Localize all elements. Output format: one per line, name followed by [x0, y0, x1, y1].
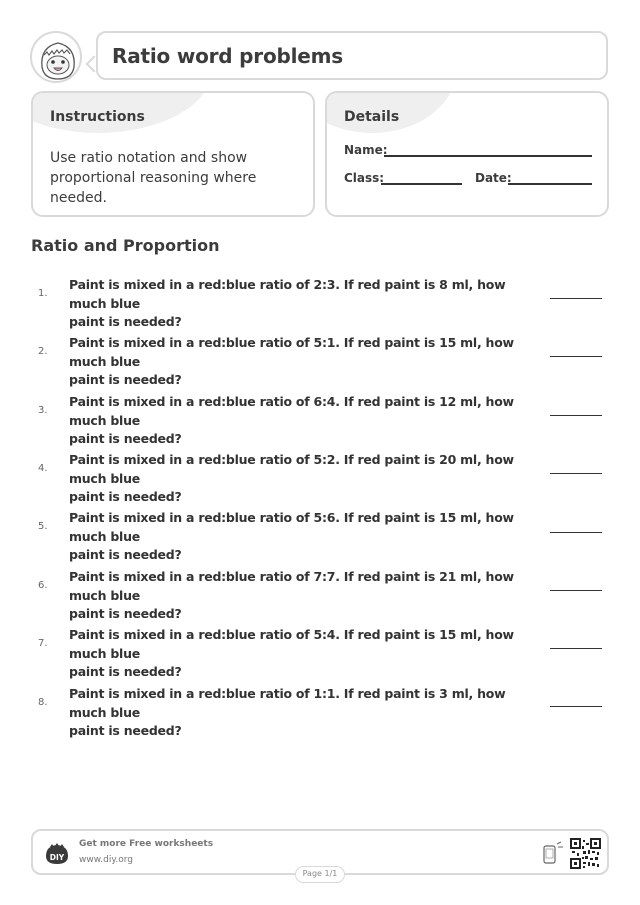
date-label: Date:	[475, 171, 512, 185]
section-title: Ratio and Proportion	[31, 236, 220, 255]
page-indicator: Page 1/1	[295, 866, 345, 883]
instructions-text: Use ratio notation and show proportional reasoning where needed.	[50, 150, 257, 206]
answer-line[interactable]	[550, 590, 602, 591]
details-card	[325, 91, 609, 217]
question-line: paint is needed?	[69, 664, 182, 679]
question-text	[69, 626, 539, 682]
question-line: paint is needed?	[69, 314, 182, 329]
footer-tagline: Get more Free worksheets	[79, 839, 214, 849]
question-number: 3.	[38, 405, 48, 416]
question-number: 7.	[38, 638, 48, 649]
question-line: Paint is mixed in a red:blue ratio of 5:4. If red paint is 15 ml, how much blue	[69, 627, 514, 661]
question-number: 5.	[38, 521, 48, 532]
question-line: Paint is mixed in a red:blue ratio of 2:3. If red paint is 8 ml, how much blue	[69, 277, 506, 311]
question-line: Paint is mixed in a red:blue ratio of 6:4. If red paint is 12 ml, how much blue	[69, 394, 514, 428]
question-line: Paint is mixed in a red:blue ratio of 5:2. If red paint is 20 ml, how much blue	[69, 452, 514, 486]
instructions-heading: Instructions	[50, 109, 145, 125]
svg-text:DIY: DIY	[49, 853, 65, 862]
answer-line[interactable]	[550, 706, 602, 707]
name-label: Name:	[344, 143, 388, 157]
question-text	[69, 393, 539, 449]
instructions-card	[31, 91, 315, 217]
question-text	[69, 334, 539, 390]
footer-url[interactable]: www.diy.org	[79, 855, 133, 865]
answer-line[interactable]	[550, 648, 602, 649]
answer-line[interactable]	[550, 356, 602, 357]
details-heading: Details	[344, 109, 400, 125]
question-line: Paint is mixed in a red:blue ratio of 5:6. If red paint is 15 ml, how much blue	[69, 510, 514, 544]
question-text	[69, 276, 539, 332]
title-banner	[96, 31, 608, 80]
question-line: paint is needed?	[69, 431, 182, 446]
question-text	[69, 685, 539, 741]
date-field[interactable]	[508, 183, 592, 185]
class-field[interactable]	[381, 183, 462, 185]
question-line: paint is needed?	[69, 723, 182, 738]
question-number: 2.	[38, 346, 48, 357]
question-number: 6.	[38, 580, 48, 591]
name-field[interactable]	[384, 155, 592, 157]
answer-line[interactable]	[550, 532, 602, 533]
question-number: 8.	[38, 697, 48, 708]
answer-line[interactable]	[550, 298, 602, 299]
question-text	[69, 509, 539, 565]
question-text	[69, 568, 539, 624]
diy-logo-icon	[44, 842, 70, 866]
page-title: Ratio word problems	[112, 44, 343, 68]
phone-scan-icon	[542, 841, 564, 865]
question-line: paint is needed?	[69, 547, 182, 562]
question-text	[69, 451, 539, 507]
yeti-mascot-icon	[30, 31, 82, 83]
question-line: paint is needed?	[69, 372, 182, 387]
question-line: Paint is mixed in a red:blue ratio of 1:1. If red paint is 3 ml, how much blue	[69, 686, 506, 720]
class-label: Class:	[344, 171, 385, 185]
qr-code-icon[interactable]	[570, 838, 601, 869]
question-line: paint is needed?	[69, 489, 182, 504]
question-line: Paint is mixed in a red:blue ratio of 5:1. If red paint is 15 ml, how much blue	[69, 335, 514, 369]
answer-line[interactable]	[550, 473, 602, 474]
question-line: Paint is mixed in a red:blue ratio of 7:7. If red paint is 21 ml, how much blue	[69, 569, 514, 603]
question-number: 1.	[38, 288, 48, 299]
answer-line[interactable]	[550, 415, 602, 416]
question-number: 4.	[38, 463, 48, 474]
question-line: paint is needed?	[69, 606, 182, 621]
